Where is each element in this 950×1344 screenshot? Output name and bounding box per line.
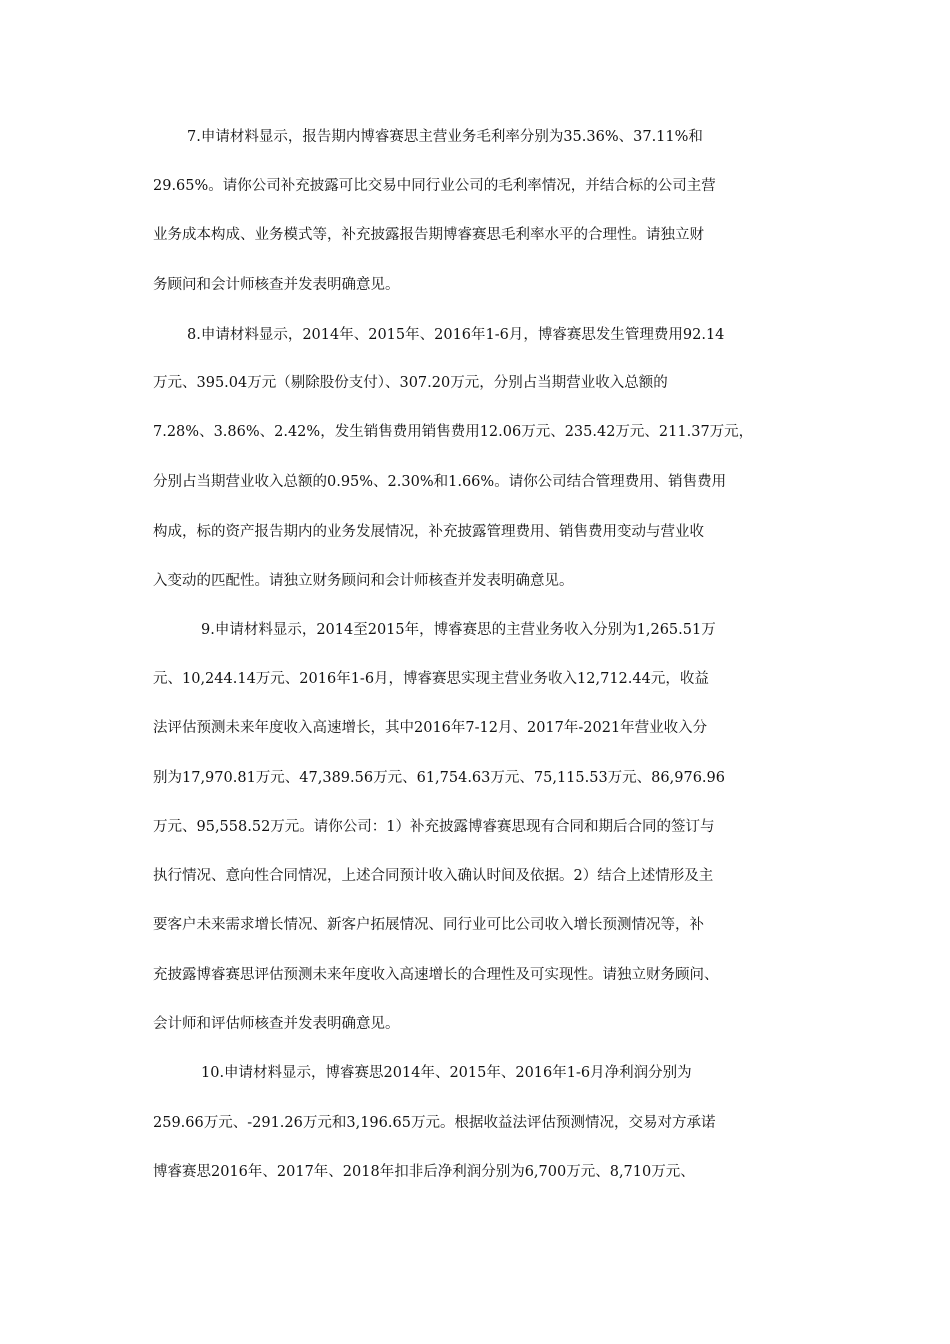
paragraph-line: 入变动的匹配性。请独立财务顾问和会计师核查并发表明确意见。: [153, 573, 574, 589]
paragraph-line: 博睿赛思2016年、2017年、2018年扣非后净利润分别为6,700万元、8,710万元、: [153, 1164, 695, 1180]
paragraph-line: 7.28%、3.86%、2.42%，发生销售费用销售费用12.06万元、235.42万元、211.37万元，: [153, 424, 754, 440]
paragraph-line: 充披露博睿赛思评估预测未来年度收入高速增长的合理性及可实现性。请独立财务顾问、: [153, 967, 719, 983]
paragraph-line: 执行情况、意向性合同情况，上述合同预计收入确认时间及依据。2）结合上述情形及主: [153, 868, 714, 884]
paragraph-line: 万元、95,558.52万元。请你公司：1）补充披露博睿赛思现有合同和期后合同的签订与: [153, 819, 715, 835]
paragraph-line: 10.申请材料显示，博睿赛思2014年、2015年、2016年1-6月净利润分别为: [201, 1065, 692, 1081]
paragraph-line: 构成，标的资产报告期内的业务发展情况，补充披露管理费用、销售费用变动与营业收: [153, 524, 704, 540]
paragraph-line: 9.申请材料显示，2014至2015年，博睿赛思的主营业务收入分别为1,265.51万: [201, 622, 716, 638]
paragraph-line: 元、10,244.14万元、2016年1-6月，博睿赛思实现主营业务收入12,712.44元，收益: [153, 671, 709, 687]
paragraph-line: 别为17,970.81万元、47,389.56万元、61,754.63万元、75,115.53万元、86,976.96: [153, 770, 725, 786]
paragraph-line: 法评估预测未来年度收入高速增长，其中2016年7-12月、2017年-2021年营业收入分: [153, 720, 708, 736]
paragraph-line: 分别占当期营业收入总额的0.95%、2.30%和1.66%。请你公司结合管理费用、销售费用: [153, 474, 727, 490]
paragraph-line: 259.66万元、-291.26万元和3,196.65万元。根据收益法评估预测情况，交易对方承诺: [153, 1115, 716, 1131]
paragraph-line: 8.申请材料显示，2014年、2015年、2016年1-6月，博睿赛思发生管理费用92.14: [187, 327, 725, 343]
paragraph-line: 务顾问和会计师核查并发表明确意见。: [153, 277, 400, 293]
paragraph-line: 会计师和评估师核查并发表明确意见。: [153, 1016, 400, 1032]
paragraph-line: 业务成本构成、业务模式等，补充披露报告期博睿赛思毛利率水平的合理性。请独立财: [153, 227, 704, 243]
paragraph-line: 要客户未来需求增长情况、新客户拓展情况、同行业可比公司收入增长预测情况等，补: [153, 917, 704, 933]
paragraph-line: 万元、395.04万元（剔除股份支付）、307.20万元，分别占当期营业收入总额的: [153, 375, 668, 391]
paragraph-line: 7.申请材料显示，报告期内博睿赛思主营业务毛利率分别为35.36%、37.11%和: [187, 129, 703, 145]
paragraph-line: 29.65%。请你公司补充披露可比交易中同行业公司的毛利率情况，并结合标的公司主营: [153, 178, 716, 194]
